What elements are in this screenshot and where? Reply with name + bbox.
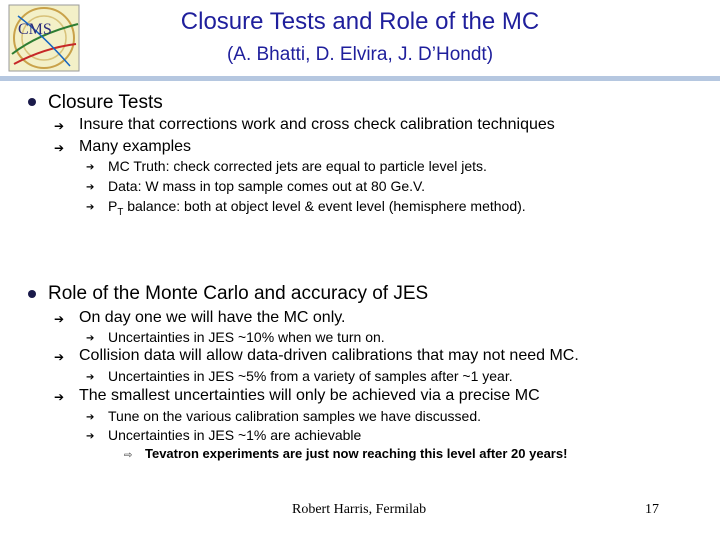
slide-title: Closure Tests and Role of the MC xyxy=(180,8,540,35)
arrow-icon: ➔ xyxy=(54,390,65,404)
arrow-icon: ➔ xyxy=(86,372,95,383)
arrow-icon: ➔ xyxy=(54,141,65,155)
list-subitem: Data: W mass in top sample comes out at 80 Ge.V. xyxy=(108,178,425,194)
list-item: On day one we will have the MC only. xyxy=(79,309,346,326)
list-item: Collision data will allow data-driven calibrations that may not need MC. xyxy=(79,347,579,364)
arrow-icon: ➔ xyxy=(54,119,65,133)
list-subitem: $P_T$ balance: both at object level & event level (hemisphere method). xyxy=(108,198,526,218)
arrow-icon: ➔ xyxy=(86,202,95,213)
section-heading: Role of the Monte Carlo and accuracy of JES xyxy=(48,283,429,304)
list-item: Many examples xyxy=(79,138,192,155)
arrow-icon: ➔ xyxy=(86,182,95,193)
list-subitem: MC Truth: check corrected jets are equal to particle level jets. xyxy=(108,158,487,174)
arrow-icon: ➔ xyxy=(86,333,95,344)
double-arrow-icon: ⇨ xyxy=(124,450,133,461)
arrow-icon: ➔ xyxy=(54,312,65,326)
arrow-icon: ➔ xyxy=(86,412,95,423)
list-item: The smallest uncertainties will only be achieved via a precise MC xyxy=(79,387,540,404)
bullet-dot xyxy=(28,98,36,106)
list-subitem: Tune on the various calibration samples we have discussed. xyxy=(108,408,482,424)
arrow-icon: ➔ xyxy=(86,162,95,173)
arrow-icon: ➔ xyxy=(86,431,95,442)
logo-text: CMS xyxy=(18,21,52,38)
page-number: 17 xyxy=(645,502,659,517)
slide-subtitle: (A. Bhatti, D. Elvira, J. D’Hondt) xyxy=(226,44,494,65)
section-heading: Closure Tests xyxy=(48,92,163,113)
arrow-icon: ➔ xyxy=(54,350,65,364)
list-subitem: Uncertainties in JES ~1% are achievable xyxy=(108,427,362,443)
header-divider xyxy=(0,76,720,81)
list-subitem: Uncertainties in JES ~10% when we turn on. xyxy=(108,329,385,345)
list-item: Insure that corrections work and cross check calibration techniques xyxy=(79,116,555,133)
footer-author: Robert Harris, Fermilab xyxy=(292,502,427,517)
list-subitem: Uncertainties in JES ~5% from a variety of samples after ~1 year. xyxy=(108,368,513,384)
list-note: Tevatron experiments are just now reaching this level after 20 years! xyxy=(145,446,568,461)
bullet-dot xyxy=(28,290,36,298)
